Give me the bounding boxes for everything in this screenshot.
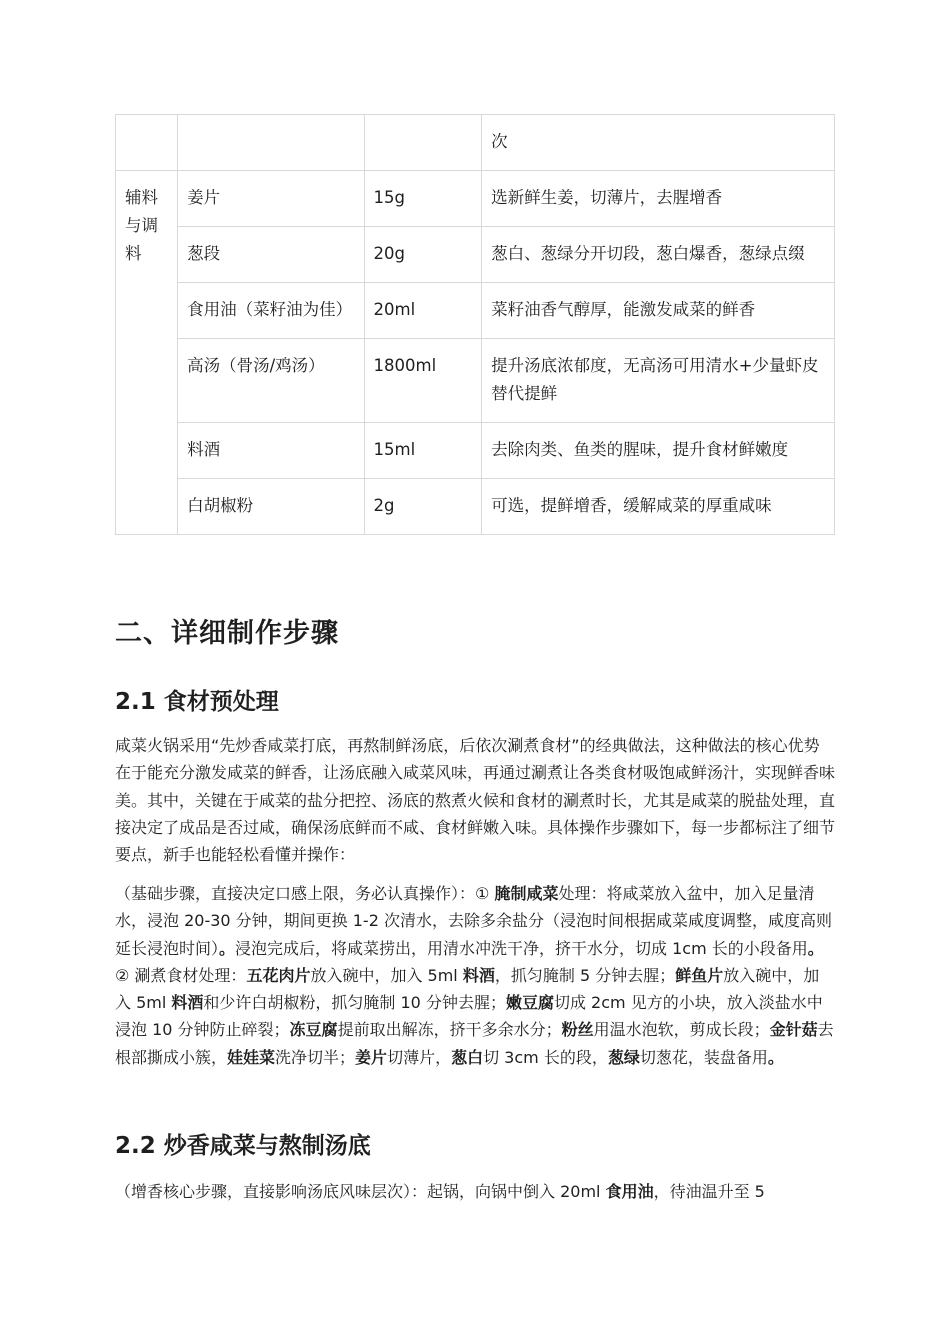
table-cell-amount: 1800ml bbox=[364, 339, 482, 423]
table-cell-note: 提升汤底浓郁度，无高汤可用清水+少量虾皮替代提鲜 bbox=[482, 339, 835, 423]
table-cell-name: 葱段 bbox=[178, 227, 364, 283]
subsection-title-soup: 2.2 炒香咸菜与熬制汤底 bbox=[115, 1133, 371, 1159]
bold-text-run: 娃娃菜 bbox=[227, 1047, 276, 1067]
bold-text-run: 。 bbox=[767, 1047, 784, 1067]
bold-text-run: 葱绿 bbox=[607, 1047, 640, 1067]
soup-steps-paragraph bbox=[115, 1178, 835, 1205]
table-cell-category bbox=[116, 115, 178, 171]
table-cell-note: 菜籽油香气醇厚，能激发咸菜的鲜香 bbox=[482, 283, 835, 339]
table-cell-amount: 2g bbox=[364, 479, 482, 535]
text-run: 放入碗中，加入 5ml bbox=[310, 965, 463, 985]
table-row bbox=[116, 479, 835, 535]
table-cell-amount: 20g bbox=[364, 227, 482, 283]
text-run: 浸泡完成后，将咸菜捞出，用清水冲洗干净，挤干水分，切成 1cm 长的小段备用 bbox=[235, 938, 808, 958]
table-cell-note: 葱白、葱绿分开切段，葱白爆香，葱绿点缀 bbox=[482, 227, 835, 283]
text-run: 处理：将咸菜放入盆中，加入足量清水，浸泡 20-30 分钟，期间更换 1-2 次清水，去除多余盐分（浸泡时间根据咸菜咸度调整，咸度高则延长浸泡时间） bbox=[115, 884, 832, 958]
bold-text-run: 嫩豆腐 bbox=[505, 993, 554, 1013]
prep-intro-paragraph: 咸菜火锅采用“先炒香咸菜打底，再熬制鲜汤底，后依次涮煮食材”的经典做法，这种做法的核心优势在于能充分激发咸菜的鲜香，让汤底融入咸菜风味，再通过涮煮让各类食材吸饱咸鲜汤汁，实现鲜香味美。其中，关键在于咸菜的盐分把控、汤底的熬煮火候和食材的涮煮时长，尤其是咸菜的脱盐处理，直接决定了成品是否过咸，确保汤底鲜而不咸、食材鲜嫩入味。具体操作步骤如下，每一步都标注了细节要点，新手也能轻松看懂并操作： bbox=[115, 736, 836, 865]
text-run: （增香核心步骤，直接影响汤底风味层次）：起锅，向锅中倒入 20ml bbox=[115, 1182, 606, 1201]
table-row bbox=[116, 115, 835, 171]
table-cell-name: 料酒 bbox=[178, 423, 364, 479]
bold-text-run: 鲜鱼片 bbox=[675, 965, 724, 985]
table-cell-name: 白胡椒粉 bbox=[178, 479, 364, 535]
text-run: ，待油温升至 5 bbox=[653, 1182, 765, 1201]
table-row bbox=[116, 171, 835, 227]
text-run: 提前取出解冻，挤干多余水分； bbox=[337, 1020, 562, 1040]
table-cell-name bbox=[178, 115, 364, 171]
table-row bbox=[116, 339, 835, 423]
text-run: 放入碗中，加入 5ml bbox=[115, 965, 820, 1013]
table-row bbox=[116, 227, 835, 283]
text-run: 去根部撕成小簇， bbox=[115, 1020, 834, 1067]
table-row bbox=[116, 423, 835, 479]
text-run: 用温水泡软，剪成长段； bbox=[593, 1020, 770, 1040]
ingredient-table-wrap bbox=[115, 114, 835, 535]
bold-text-run: 腌制咸菜 bbox=[494, 884, 559, 903]
table-row bbox=[116, 283, 835, 339]
text-run: 切薄片， bbox=[387, 1047, 452, 1067]
bold-text-run: 金针菇 bbox=[769, 1020, 818, 1040]
text-run: 切 3cm 长的段， bbox=[483, 1047, 608, 1067]
bold-text-run: 葱白 bbox=[451, 1047, 484, 1067]
text-run: （基础步骤，直接决定口感上限，务必认真操作）：① bbox=[115, 884, 495, 903]
bold-text-run: 姜片 bbox=[355, 1047, 388, 1067]
table-cell-note: 次 bbox=[482, 115, 835, 171]
text-run: ② 涮煮食材处理： bbox=[115, 965, 247, 985]
subsection-title-prep: 2.1 食材预处理 bbox=[115, 689, 279, 715]
table-cell-name: 高汤（骨汤/鸡汤） bbox=[178, 339, 364, 423]
text-run: ，抓匀腌制 5 分钟去腥； bbox=[494, 965, 676, 985]
table-cell-name: 食用油（菜籽油为佳） bbox=[178, 283, 364, 339]
table-cell-category: 辅料与调料 bbox=[116, 171, 178, 535]
bold-text-run: 。 bbox=[807, 938, 824, 958]
table-cell-note: 可选，提鲜增香，缓解咸菜的厚重咸味 bbox=[482, 479, 835, 535]
table-cell-note: 选新鲜生姜，切薄片，去腥增香 bbox=[482, 171, 835, 227]
table-cell-name: 姜片 bbox=[178, 171, 364, 227]
text-run: 切成 2cm 见方的小块，放入淡盐水中浸泡 10 分钟防止碎裂； bbox=[115, 993, 823, 1040]
bold-text-run: 料酒 bbox=[462, 965, 495, 985]
prep-steps-paragraph bbox=[115, 880, 835, 1071]
section-title: 二、详细制作步骤 bbox=[115, 618, 339, 649]
text-run: 切葱花，装盘备用 bbox=[639, 1047, 768, 1067]
bold-text-run: 冻豆腐 bbox=[289, 1020, 338, 1040]
table-cell-note: 去除肉类、鱼类的腥味，提升食材鲜嫩度 bbox=[482, 423, 835, 479]
bold-text-run: 粉丝 bbox=[561, 1020, 594, 1040]
text-run: 和少许白胡椒粉，抓匀腌制 10 分钟去腥； bbox=[203, 993, 506, 1013]
bold-text-run: 。 bbox=[219, 938, 236, 958]
bold-text-run: 料酒 bbox=[171, 993, 204, 1013]
table-cell-amount: 15ml bbox=[364, 423, 482, 479]
table-cell-amount bbox=[364, 115, 482, 171]
text-run: 洗净切半； bbox=[275, 1047, 356, 1067]
bold-text-run: 食用油 bbox=[605, 1182, 654, 1201]
ingredient-table bbox=[115, 114, 835, 535]
table-cell-amount: 15g bbox=[364, 171, 482, 227]
bold-text-run: 五花肉片 bbox=[246, 965, 311, 985]
table-cell-amount: 20ml bbox=[364, 283, 482, 339]
